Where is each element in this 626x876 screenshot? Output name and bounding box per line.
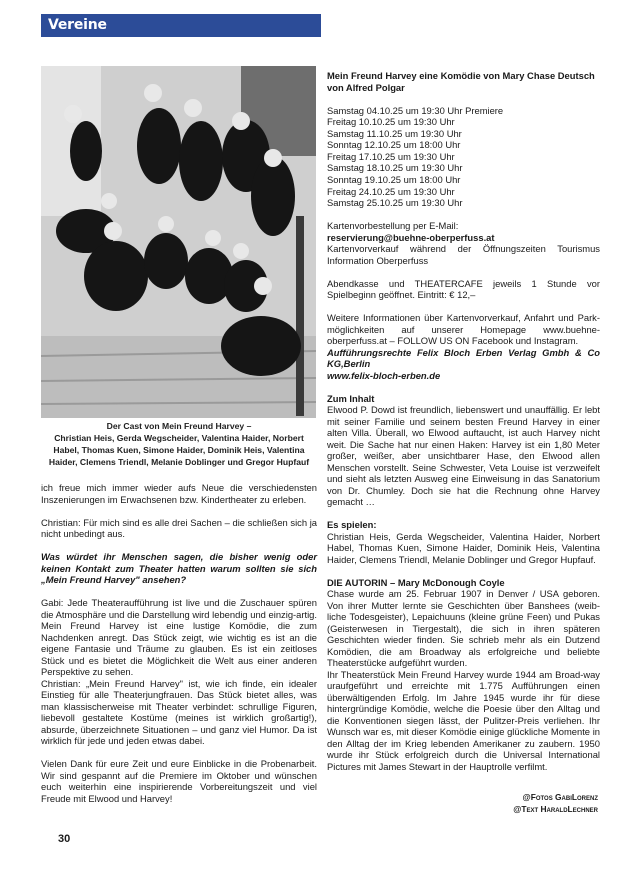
- cast-photo-graphic: [41, 66, 316, 418]
- interview-paragraph: ich freue mich immer wieder aufs Neue die verschiedensten Inszenierungen im Erwachsenen bzw. Kindertheater zu erleben.: [41, 482, 317, 505]
- caption-line: Der Cast von Mein Freund Harvey –: [106, 421, 252, 431]
- interview-column: [41, 482, 317, 804]
- more-info: Weitere Informationen über Kartenvorverkauf, Anfahrt und Park-möglichkeiten auf unserer Homepage www.buehne-oberperfuss.at – FOLLOW US ON Facebook und Instagram.: [327, 312, 600, 347]
- interview-paragraph: Gabi: Jede Theateraufführung ist live und die Zuschauer spüren die Atmosphäre und die Darstellung wird lebendig und einzig-artig. Mein Freund Harvey ist eine lustige Komödie, die zum Nachdenken anregt. Das Stück zeigt, wie wichtig es ist an die eigene Fantasie und Träume zu glauben. Es ist ein zeitloses Stück und es bietet die Möglichkeit die Welt aus einer anderen Perspektive zu sehen.: [41, 597, 317, 677]
- performance-dates: [327, 105, 600, 209]
- booking-label: Kartenvorbestellung per E-Mail:: [327, 220, 459, 232]
- photo-caption: [36, 420, 322, 468]
- content-heading: Zum Inhalt: [327, 392, 375, 404]
- interview-closing: Vielen Dank für eure Zeit und eure Einblicke in die Probenarbeit. Wir sind gespannt auf die Premiere im Oktober und wünschen euch weiterhin eine inspirierende Vorbereitungszeit und viel Freude mit Elwood und Harvey!: [41, 758, 317, 804]
- info-column: [327, 70, 600, 772]
- presale-info: Kartenvorverkauf während der Öffnungszeiten Tourismus Information Oberperfuss: [327, 243, 600, 266]
- author-heading: DIE AUTORIN – Mary McDonough Coyle: [327, 576, 505, 588]
- performance-date: Freitag 24.10.25 um 19:30 Uhr: [327, 185, 455, 197]
- cast-photo: [41, 66, 316, 418]
- performance-date: Sonntag 19.10.25 um 18:00 Uhr: [327, 174, 461, 186]
- caption-line: Habel, Thomas Kuen, Simone Haider, Dominik Heis, Valentina: [53, 445, 305, 455]
- credits: [513, 791, 598, 815]
- performance-date: Sonntag 12.10.25 um 18:00 Uhr: [327, 139, 461, 151]
- performance-date: Freitag 10.10.25 um 19:30 Uhr: [327, 116, 455, 128]
- section-title: Vereine: [48, 17, 107, 33]
- performance-date: Samstag 11.10.25 um 19:30 Uhr: [327, 127, 462, 139]
- author-text: Chase wurde am 25. Februar 1907 in Denver / USA geboren. Von ihrer Mutter lernte sie Geschichten über Banshees (weib-liche Todesgeister), Lepaichuuns (kleine grüne Feen) und Pukas (Geisterwesen in Tiergestalt), die sich in ihren späteren Geschichten wieder finden. Sie schrieb mehr als ein Dutzend Komödien, die am Broadway als erfolgreiche und beliebte Theaterstücke aufgeführt wurden.: [327, 588, 600, 669]
- box-office-info: Abendkasse und THEATERCAFE jeweils 1 Stunde vor Spielbeginn geöffnet. Eintritt: € 12,–: [327, 277, 600, 301]
- interview-question: Was würdet ihr Menschen sagen, die bisher wenig oder keinen Kontakt zum Theater hatten warum sollten sie sich „Mein Freund Harvey" ansehen?: [41, 551, 317, 585]
- interview-paragraph: Christian: „Mein Freund Harvey" ist, wie ich finde, ein idealer Einstieg für alle Theaterjungfrauen. Das Stück bietet alles, was man klassischerweise mit Theater verbindet: schrullige Figuren, liebevoll gestaltete Kostüme (meines ist wirklich großartig!), absurde, überzeichnete Situationen – und ganz viel Humor. Da ist wirklich für jede und jeden etwas dabei.: [41, 677, 317, 746]
- caption-line: Haider, Clemens Triendl, Melanie Doblinger und Gregor Hupfauf: [48, 457, 310, 467]
- content-text: Elwood P. Dowd ist freundlich, liebenswert und unauffällig. Er lebt mit seiner Familie und seinem besten Freund Harvey in einer alten Villa. Überall, wo Elwood auftaucht, ist auch Harvey nicht weit. Die Sache hat nur einen Haken: Harvey ist ein 1,80 Meter großer, weißer, aber unsichtbarer Hase, den Elwood allen Menschen vorstellt. Seine Schwester, Veta Louise ist verzweifelt und sieht als letzten Ausweg eine Einweisung in das Sanatorium von Dr. Chumley. Doch sie hat die Rechnung ohne Harvey gemacht …: [327, 404, 600, 508]
- section-header: [41, 14, 321, 37]
- cast-text: Christian Heis, Gerda Wegscheider, Valentina Haider, Norbert Habel, Thomas Kuen, Simone Haider, Dominik Heis, Valentina Haider, Clemens Triendl, Melanie Doblinger und Gregor Hupfauf.: [327, 530, 600, 565]
- booking-email-link[interactable]: reservierung@buehne-oberperfuss.at: [327, 231, 495, 243]
- play-title: Mein Freund Harvey eine Komödie von Mary Chase Deutsch von Alfred Polgar: [327, 70, 595, 93]
- photo-credit: @Fotos GabiLorenz: [522, 792, 598, 802]
- author-text: Ihr Theaterstück Mein Freund Harvey wurde 1944 am Broad-way uraufgeführt und erreichte mit 1.775 Aufführungen einen überwältigenden Erfolg. Im Jahre 1945 wurde ihr für diese hintergründige Komödie, welche die Poesie über den Alltag und die Konventionen siegen lässt, der Pulitzer-Preis verliehen. Ihr Wunsch war es, mit dieser Komödie einige glückliche Momente in den Alltag der im Krieg lebenden Amerikaner zu zaubern. 1950 wurde ihr Stück erfolgreich durch die Universal International Pictures mit James Stewart in der Hauptrolle verfilmt.: [327, 668, 600, 772]
- performance-date: Samstag 04.10.25 um 19:30 Uhr Premiere: [327, 104, 504, 116]
- interview-paragraph: Christian: Für mich sind es alle drei Sachen – die schließen sich ja nicht unbedingt aus.: [41, 516, 317, 539]
- caption-line: Christian Heis, Gerda Wegscheider, Valentina Haider, Norbert: [54, 433, 304, 443]
- rights-url-link[interactable]: www.felix-bloch-erben.de: [327, 369, 441, 381]
- performance-date: Samstag 25.10.25 um 19:30 Uhr: [327, 197, 463, 209]
- text-credit: @Text HaraldLechner: [513, 804, 598, 814]
- performance-date: Samstag 18.10.25 um 19:30 Uhr: [327, 162, 463, 174]
- page-number: 30: [58, 833, 71, 845]
- cast-heading: Es spielen:: [327, 519, 377, 531]
- rights-notice: Aufführungsrechte Felix Bloch Erben Verlag Gmbh & Co KG,Berlin: [327, 346, 600, 370]
- performance-date: Freitag 17.10.25 um 19:30 Uhr: [327, 150, 455, 162]
